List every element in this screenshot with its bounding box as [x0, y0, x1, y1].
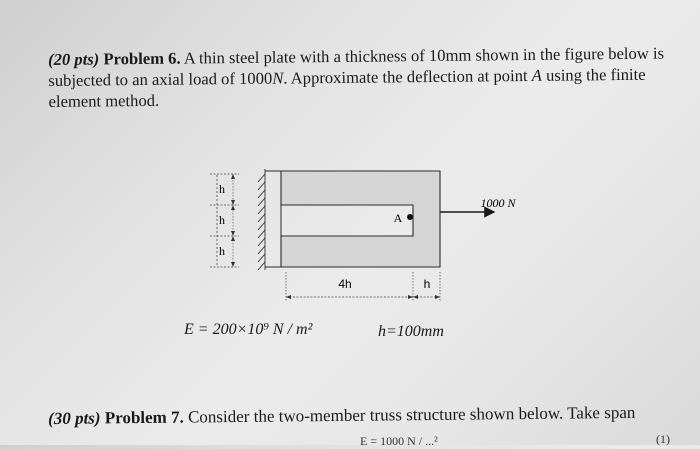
problem-6-text-b: . Approximate the deflection at point: [283, 65, 532, 88]
dim-label-4h: 4h: [338, 277, 352, 291]
problem-6-points: (20 pts): [48, 49, 100, 69]
point-a-label: A: [393, 211, 403, 225]
fixed-wall-hatch: [258, 169, 265, 270]
problem-7-number: Problem 7.: [104, 407, 184, 428]
point-a-marker: [407, 214, 413, 220]
problem-7-points: (30 pts): [48, 408, 101, 428]
load-label: 1000 N: [480, 196, 516, 210]
problem-6-text-a: A thin steel plate with a thickness of 10mm shown in the figure below is subjected to an axial load of 1000: [48, 43, 665, 90]
material-constants: [184, 321, 604, 347]
plate-figure: [195, 160, 535, 310]
problem-7-text: Consider the two-member truss structure shown below. Take span: [183, 402, 636, 427]
h-label-bottom: h: [219, 244, 225, 258]
problem-7-statement: [48, 402, 700, 429]
steel-plate: [281, 171, 440, 267]
dim-label-h: h: [423, 277, 431, 291]
h-value: h=100mm: [378, 323, 444, 340]
problem-6-number: Problem 6.: [103, 48, 181, 69]
youngs-modulus: E = 200×10⁹ N / m²: [184, 321, 313, 338]
h-label-top: h: [219, 182, 225, 196]
problem-7-cutoff-equation: E = 1000 N / ...²: [360, 434, 438, 448]
problem-6-point: A: [531, 65, 542, 85]
problem-7-cutoff-mark: (1): [656, 432, 670, 446]
h-label-middle: h: [219, 213, 225, 227]
plate-diagram: [195, 160, 535, 310]
problem-6-unit: N: [272, 68, 284, 88]
problem-6-text-c: using the finite element method.: [48, 64, 646, 111]
problem-6-statement: [48, 42, 699, 112]
